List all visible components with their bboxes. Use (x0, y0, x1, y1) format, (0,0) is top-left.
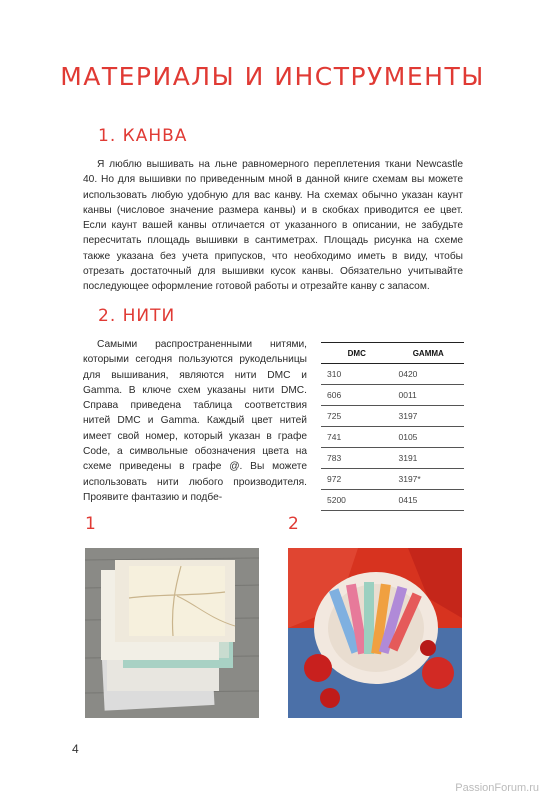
folded-fabric-photo (85, 548, 259, 718)
cell-dmc: 5200 (321, 490, 393, 511)
cell-gamma: 0105 (393, 427, 465, 448)
cell-dmc: 972 (321, 469, 393, 490)
photo-number-1: 1 (85, 514, 96, 534)
section-heading-threads: 2. НИТИ (98, 306, 176, 326)
thread-conversion-table (321, 342, 464, 511)
page-title: МАТЕРИАЛЫ И ИНСТРУМЕНТЫ (60, 62, 485, 91)
cell-gamma: 0415 (393, 490, 465, 511)
watermark-text: PassionForum.ru (455, 782, 539, 794)
table-row (321, 427, 464, 448)
table-row (321, 469, 464, 490)
cell-dmc: 606 (321, 385, 393, 406)
table-row (321, 490, 464, 511)
table-row (321, 448, 464, 469)
cell-gamma: 3197* (393, 469, 465, 490)
table-header-row (321, 343, 464, 364)
cell-gamma: 3197 (393, 406, 465, 427)
cell-dmc: 725 (321, 406, 393, 427)
cell-gamma: 3191 (393, 448, 465, 469)
cell-gamma: 0011 (393, 385, 465, 406)
cell-dmc: 783 (321, 448, 393, 469)
table-row (321, 385, 464, 406)
header-dmc: DMC (321, 343, 393, 364)
photo-number-2: 2 (288, 514, 299, 534)
floss-skeins-photo (288, 548, 462, 718)
table-row (321, 364, 464, 385)
canvas-paragraph: Я люблю вышивать на льне равномерного переплетения ткани Newcastle 40. Но для вышивки по приведенным мной в данной книге схемам вы можете использовать любую удобную для вас канву. На схемах обычно указан каунт канвы (числовое значение размера канвы) и в скобках приводится ее цвет. Если каунт вашей канвы отличается от указанного в описании, не забудьте пересчитать площадь вышивки в сантиметрах. Площадь рисунка на схеме также указана без учета припусков, что необходимо иметь в виду, чтобы отрезать достаточный для вышивки кусок канвы. Обязательно учитывайте последующее оформление готовой работы и отрезайте канву с запасом. (83, 159, 463, 293)
header-gamma: GAMMA (393, 343, 465, 364)
cell-dmc: 310 (321, 364, 393, 385)
section-heading-canvas: 1. КАНВА (98, 126, 188, 146)
threads-paragraph: Самыми распространенными нитями, которыми сегодня пользуются рукодельницы для вышивания, являются нити DMC и Gamma. В ключе схем указаны нити DMC. Справа приведена таблица соответствия нитей DMC и Gamma. Каждый цвет нитей имеет свой номер, который указан в графе Code, а символьные обозначения цвета на схеме приведены в графе @. Вы можете использовать нити любого производителя. Проявите фантазию и подбе- (83, 339, 307, 503)
cell-gamma: 0420 (393, 364, 465, 385)
table-row (321, 406, 464, 427)
page-number: 4 (72, 742, 79, 756)
cell-dmc: 741 (321, 427, 393, 448)
